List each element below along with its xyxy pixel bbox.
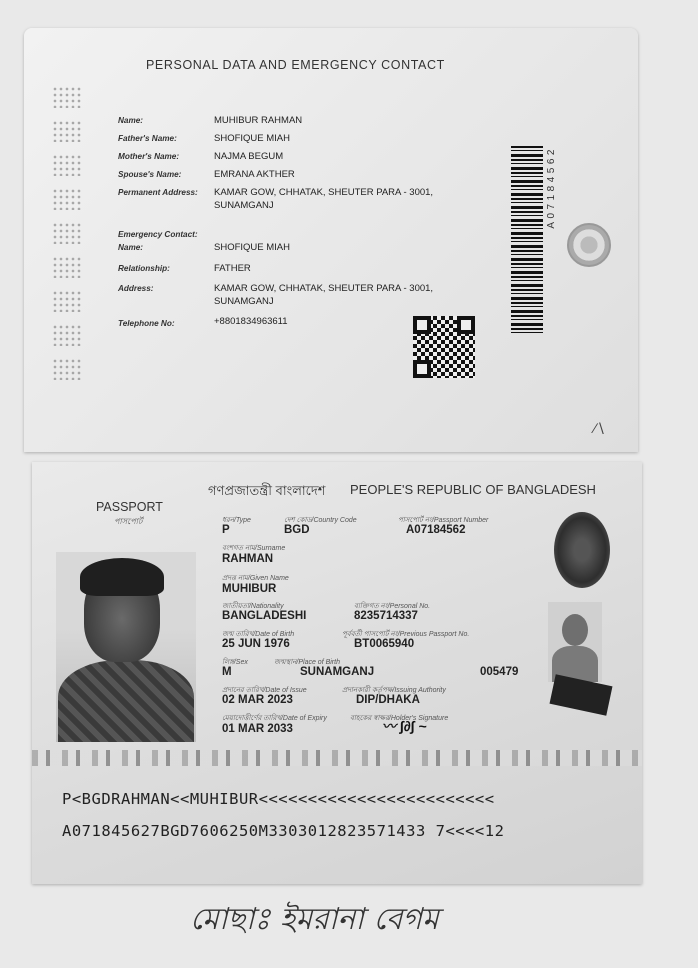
- dob-label: জন্ম তারিখ/Date of Birth: [222, 631, 295, 638]
- country-code-label: দেশ কোড/Country Code: [284, 517, 357, 524]
- passport-title: PASSPORT: [96, 500, 163, 514]
- security-strip: [32, 750, 642, 766]
- doi-value: 02 MAR 2023: [222, 694, 293, 706]
- holder-signature: 〰 ∫∂∫ ~: [382, 718, 427, 734]
- surname-label: বংশগত নাম/Surname: [222, 545, 286, 552]
- dob-value: 25 JUN 1976: [222, 638, 290, 650]
- personal-data-page: PERSONAL DATA AND EMERGENCY CONTACT Name: MUHIBUR RAHMAN Father's Name: SHOFIQUE MIAH Mother's Name: NAJMA BEGUM Spouse's Name: EMRANA AKTHER Permanent Address: KAMAR GOW, CHHATAK, SHEUTER PARA - 3001, SUNAMGANJ Emergency Contact: Name: SHOFIQUE MIAH Relationship: FATHER Address: KAMAR GOW, CHHATAK, SHEUTER PARA - 3001, SUNAMGANJ Telephone No: +8801834963611 A07184562 ∕∖: [24, 28, 638, 452]
- sex-value: M: [222, 666, 232, 678]
- hologram-chip: [550, 674, 613, 715]
- handwritten-note: মোছাঃ ইমরানা বেগম: [190, 902, 439, 937]
- personal-no-label: ব্যক্তিগত নং/Personal No.: [354, 603, 431, 610]
- surname-value: RAHMAN: [222, 553, 274, 565]
- qr-code: [413, 316, 475, 378]
- passport-no-value: A07184562: [406, 524, 466, 536]
- ghost-photo: [548, 602, 602, 682]
- given-name-value: MUHIBUR: [222, 583, 277, 595]
- page-title: PERSONAL DATA AND EMERGENCY CONTACT: [146, 58, 445, 72]
- seal-emblem: [567, 223, 611, 267]
- authority-label: প্রদানকারী কর্তৃপক্ষ/Issuing Authority: [342, 687, 446, 694]
- pob-label: জন্মস্থান/Place of Birth: [274, 659, 340, 666]
- serial-number: 005479: [480, 666, 519, 678]
- passport-bio-page: [32, 462, 642, 884]
- prev-passport-value: BT0065940: [354, 638, 415, 650]
- nationality-value: BANGLADESHI: [222, 610, 307, 622]
- type-label: ধরন/Type: [222, 517, 251, 524]
- prev-passport-label: পূর্ববর্তী পাসপোর্ট নং/Previous Passport No.: [342, 631, 470, 638]
- initials-mark: ∕∖: [594, 420, 606, 436]
- country-name-bn: গণপ্রজাতন্ত্রী বাংলাদেশ: [208, 483, 326, 498]
- holder-photo: [56, 552, 196, 742]
- doi-label: প্রদানের তারিখ/Date of Issue: [222, 687, 307, 694]
- security-emblem: [554, 512, 610, 588]
- sex-label: লিঙ্গ/Sex: [222, 659, 248, 666]
- authority-value: DIP/DHAKA: [356, 694, 420, 706]
- given-name-label: প্রদত্ত নাম/Given Name: [222, 575, 289, 582]
- passport-no-label: পাসপোর্ট নং/Passport Number: [398, 517, 489, 524]
- personal-no-value: 8235714337: [354, 610, 418, 622]
- mrz-line-1: P<BGDRAHMAN<<MUHIBUR<<<<<<<<<<<<<<<<<<<<<<<<: [62, 790, 495, 808]
- nationality-label: জাতীয়তা/Nationality: [222, 603, 284, 610]
- pob-value: SUNAMGANJ: [300, 666, 375, 678]
- mrz-line-2: A071845627BGD7606250M3303012823571433 7<<<<12: [62, 822, 505, 840]
- doe-label: মেয়াদোত্তীর্ণের তারিখ/Date of Expiry: [222, 715, 327, 722]
- emergency-heading: Emergency Contact:: [118, 230, 198, 239]
- doe-value: 01 MAR 2033: [222, 723, 293, 735]
- passport-title-bn: পাসপোর্ট: [114, 517, 143, 526]
- barcode-image: [511, 146, 543, 336]
- perforation-holes: [52, 86, 90, 392]
- holder-signature-label: বাহকের স্বাক্ষর/Holder's Signature: [350, 715, 449, 722]
- country-code-value: BGD: [284, 524, 310, 536]
- barcode-number: A07184562: [546, 146, 557, 229]
- type-value: P: [222, 524, 230, 536]
- country-name-en: PEOPLE'S REPUBLIC OF BANGLADESH: [350, 482, 596, 497]
